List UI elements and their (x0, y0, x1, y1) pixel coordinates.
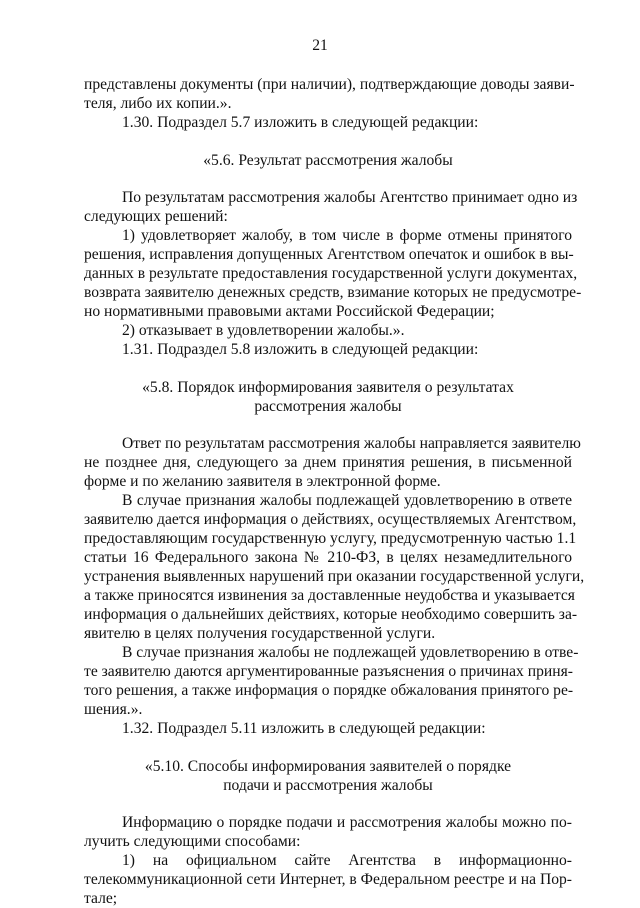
text-line: В случае признания жалобы подлежащей удовлетворению в ответе (122, 492, 572, 509)
text-line: не позднее дня, следующего за днем принятия решения, в письменной (84, 454, 572, 471)
text-line: но нормативными правовыми актами Российской Федерации; (84, 303, 495, 320)
text-line: 2) отказывает в удовлетворении жалобы.». (122, 322, 405, 339)
text-line: те заявителю даются аргументированные разъяснения о причинах приня- (84, 663, 573, 680)
text-line: следующих решений: (84, 208, 228, 225)
text-line: данных в результате предоставления государственной услуги документах, (84, 265, 578, 282)
page-number: 21 (312, 37, 328, 54)
text-line: 1.31. Подраздел 5.8 изложить в следующей редакции: (122, 341, 479, 358)
text-line: явителю в целях получения государственной услуги. (84, 625, 436, 642)
section-heading: «5.6. Результат рассмотрения жалобы (203, 152, 453, 169)
section-heading: подачи и рассмотрения жалобы (223, 777, 433, 794)
text-line: шения.». (84, 701, 143, 718)
text-line: устранения выявленных нарушений при оказании государственной услуги, (84, 568, 585, 585)
text-line: 1.30. Подраздел 5.7 изложить в следующей редакции: (122, 114, 479, 131)
text-line: возврата заявителю денежных средств, взимание которых не предусмотре- (84, 284, 582, 301)
text-line: телекоммуникационной сети Интернет, в Федеральном реестре и на Пор- (84, 871, 572, 888)
section-heading: «5.8. Порядок информирования заявителя о результатах (142, 379, 514, 396)
text-line: В случае признания жалобы не подлежащей удовлетворению в отве- (122, 644, 579, 661)
text-line: заявителю дается информация о действиях, осуществляемых Агентством, (84, 511, 577, 528)
text-line: а также приносятся извинения за доставленные неудобства и указывается (84, 587, 575, 604)
text-line: теля, либо их копии.». (84, 95, 232, 112)
section-heading: «5.10. Способы информирования заявителей о порядке (144, 758, 512, 775)
text-line: статьи 16 Федерального закона № 210-ФЗ, в целях незамедлительного (84, 549, 572, 566)
text-line: форме и по желанию заявителя в электронной форме. (84, 473, 441, 490)
text-line: 1) на официальном сайте Агентства в информационно- (122, 852, 572, 869)
section-heading: рассмотрения жалобы (254, 398, 402, 415)
text-line: того решения, а также информация о порядке обжалования принятого ре- (84, 682, 574, 699)
text-line: лучить следующими способами: (84, 833, 301, 850)
text-line: По результатам рассмотрения жалобы Агентство принимает одно из (122, 189, 578, 206)
text-line: решения, исправления допущенных Агентством опечаток и ошибок в вы- (84, 246, 574, 263)
text-line: тале; (84, 890, 118, 907)
text-line: Ответ по результатам рассмотрения жалобы направляется заявителю (122, 435, 581, 452)
text-line: информация о дальнейших действиях, которые необходимо совершить за- (84, 606, 578, 623)
text-line: 1) удовлетворяет жалобу, в том числе в форме отмены принятого (122, 227, 572, 244)
text-line: Информацию о порядке подачи и рассмотрения жалобы можно по- (122, 814, 572, 831)
text-line: предоставляющим государственную услугу, предусмотренную частью 1.1 (84, 530, 577, 547)
text-line: 1.32. Подраздел 5.11 изложить в следующей редакции: (122, 720, 486, 737)
text-line: представлены документы (при наличии), подтверждающие доводы заяви- (84, 76, 575, 93)
